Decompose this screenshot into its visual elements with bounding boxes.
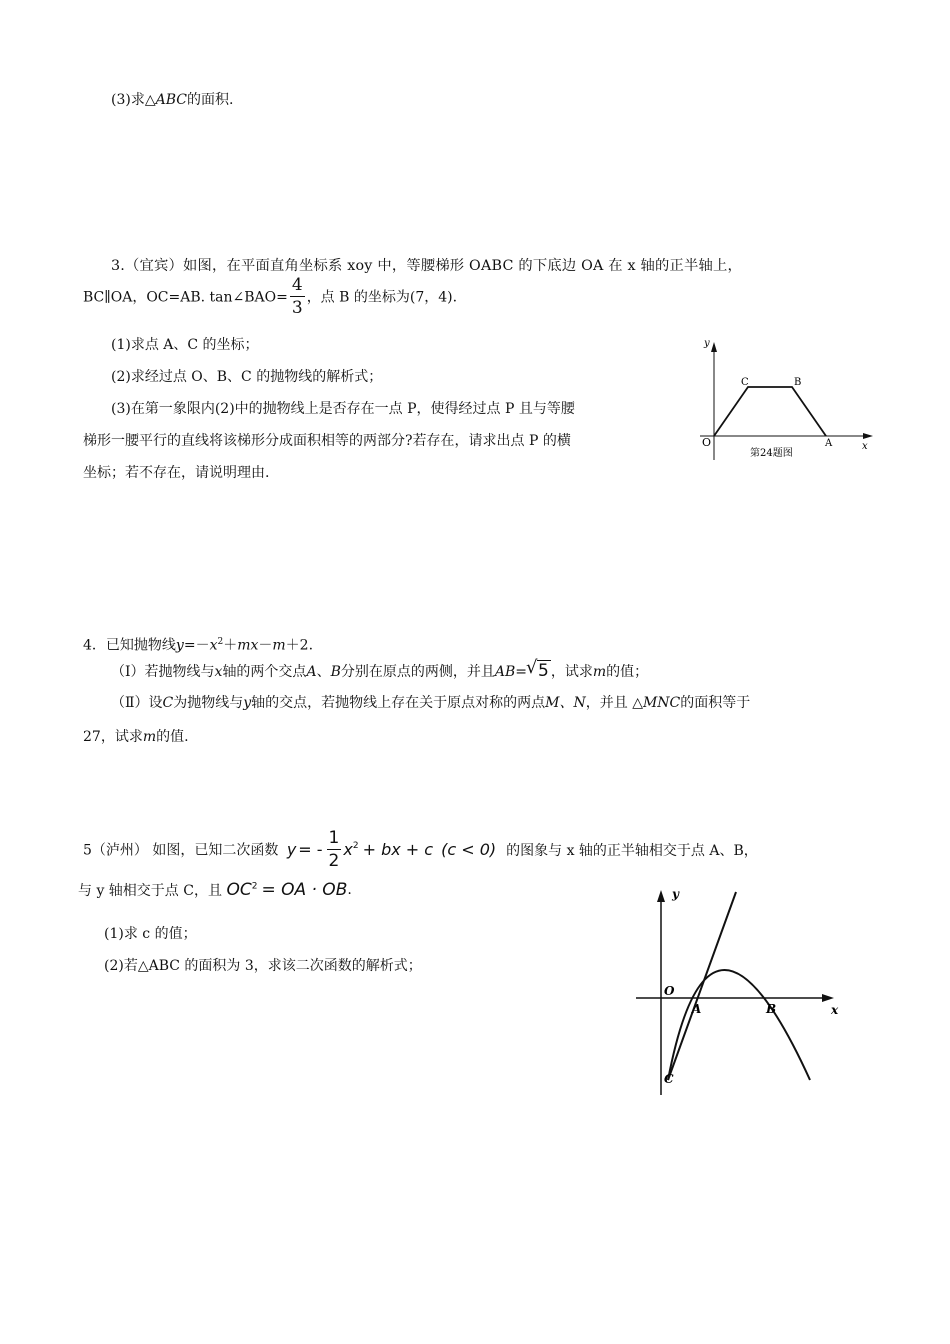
q4-ii-y: y — [243, 695, 252, 711]
q4-i-b: 轴的两个交点 — [222, 664, 307, 680]
q3-y-axis-arrow-icon — [711, 342, 717, 352]
q3-y-label: y — [704, 338, 710, 349]
q3-part2: (2)求经过点 O、B、C 的抛物线的解析式； — [111, 369, 383, 385]
q5-eq-cond: (c < 0) — [441, 840, 497, 859]
q2-part3-var: ABC — [155, 92, 187, 108]
q4-ii-c: 轴的交点，若抛物线上存在关于原点对称的两点 — [251, 695, 546, 711]
q5-eq-den: 2 — [328, 851, 340, 871]
q2-part3 — [111, 90, 233, 110]
q3-label-b: B — [794, 377, 802, 388]
q4-ii-line2b: 的值. — [156, 729, 189, 745]
q5-tail: 的图象与 x 轴的正半轴相交于点 A、B， — [506, 842, 758, 859]
q4-ii-m: m — [142, 729, 157, 745]
q4-lead-text: 4．已知抛物线 — [83, 637, 176, 654]
q4-ii-a: （Ⅱ）设 — [111, 695, 163, 711]
q5-line2-eq: OC — [226, 880, 252, 900]
q5-y-axis-arrow-icon — [657, 890, 665, 902]
q3-tan-num: 4 — [291, 275, 303, 295]
q4-i-A: A — [306, 664, 317, 680]
q2-part3-suffix: 的面积. — [186, 92, 234, 108]
q5-lead — [83, 827, 758, 872]
q3-trapezoid-figure — [690, 330, 880, 465]
q5-line2 — [78, 880, 352, 900]
q4-i-f: ，试求 — [550, 664, 593, 680]
q5-eq-y: y — [286, 840, 297, 859]
q4-eq-mid: =－ — [183, 637, 210, 654]
q5-eq-sup: 2 — [352, 840, 359, 851]
q4-i-AB: AB — [494, 664, 516, 680]
q4-part2 — [111, 693, 750, 713]
q5-eq-rest: + bx + c — [362, 840, 434, 859]
q4-sqrt-5: √ 5 — [537, 660, 551, 681]
q5-label-a: A — [692, 1002, 702, 1016]
q4-eq-end: ＋2. — [285, 637, 314, 654]
q4-ii-d: ，并且 △ — [585, 695, 643, 711]
q4-ii-line2a: 27，试求 — [83, 729, 143, 745]
q5-line-ac — [668, 892, 736, 1080]
q5-x-axis-arrow-icon — [822, 994, 834, 1002]
q3-x-label: x — [862, 441, 868, 452]
q4-eq-x: x — [209, 637, 218, 654]
q5-line2-eq2: = OA · OB — [261, 880, 348, 900]
q4-part1 — [111, 660, 648, 682]
q3-part3-line1: (3)在第一象限内(2)中的抛物线上是否存在一点 P，使得经过点 P 且与等腰 — [111, 401, 575, 417]
q4-ii-MNC: MNC — [642, 695, 681, 711]
q4-i-x: x — [214, 664, 223, 680]
q5-x-label: x — [831, 1003, 839, 1017]
q3-part3-line2: 梯形一腰平行的直线将该梯形分成面积相等的两部分?若存在，请求出点 P 的横 — [83, 433, 571, 449]
q4-ii-b: 为抛物线与 — [173, 695, 244, 711]
q5-line2-end: . — [347, 882, 352, 898]
q3-trapezoid — [714, 387, 826, 436]
q4-eq-plus: ＋ — [223, 637, 238, 654]
q3-line2 — [83, 274, 457, 319]
q4-lead — [83, 632, 313, 656]
q3-label-o: O — [702, 436, 712, 449]
q4-i-c: 、 — [316, 664, 331, 680]
q5-eq-num: 1 — [328, 828, 340, 848]
q5-part2: (2)若△ABC 的面积为 3，求该二次函数的解析式； — [104, 958, 422, 974]
q4-i-d: 分别在原点的两侧，并且 — [340, 664, 495, 680]
q3-tan-den: 3 — [291, 298, 303, 318]
q3-x-axis-arrow-icon — [863, 433, 873, 439]
q5-eq-x: x — [343, 840, 353, 859]
q4-eq-sup: 2 — [217, 637, 224, 647]
q4-i-g: 的值； — [606, 664, 649, 680]
q4-ii-C: C — [162, 695, 174, 711]
q3-line2-b: ，点 B 的坐标为(7，4). — [306, 289, 458, 306]
q4-ii-MN: M、N — [545, 695, 586, 711]
q3-line2-a: BC∥OA，OC=AB. tan∠BAO= — [83, 289, 288, 306]
q3-tan-fraction — [290, 274, 305, 319]
q3-part3-line3: 坐标；若不存在，请说明理由. — [83, 465, 270, 481]
q5-part1: (1)求 c 的值； — [104, 926, 197, 942]
q4-part2-line2 — [83, 727, 189, 747]
q3-lead: 3.（宜宾）如图，在平面直角坐标系 xoy 中，等腰梯形 OABC 的下底边 OA 在 x 轴的正半轴上， — [111, 258, 743, 274]
q5-parabola-figure — [630, 880, 850, 1100]
q4-ii-e: 的面积等于 — [680, 695, 751, 711]
q4-i-e: = — [515, 664, 527, 680]
q4-eq-mx: mx — [237, 637, 259, 654]
q4-eq-m: m — [272, 637, 286, 654]
q4-i-B: B — [330, 664, 341, 680]
q4-i-m: m — [592, 664, 607, 680]
q3-figure-caption: 第24题图 — [750, 448, 793, 459]
q4-eq-y: y — [175, 637, 184, 654]
q4-i-a: （Ⅰ）若抛物线与 — [111, 664, 215, 680]
q5-lead-text: 5（泸州） 如图，已知二次函数 — [83, 842, 279, 859]
q3-part1: (1)求点 A、C 的坐标； — [111, 337, 259, 353]
q5-fraction — [327, 827, 342, 872]
q5-parabola — [668, 970, 810, 1080]
q3-label-a: A — [825, 438, 833, 449]
q2-part3-prefix: (3)求△ — [111, 92, 156, 108]
q5-line2-a: 与 y 轴相交于点 C，且 — [78, 883, 222, 899]
q4-eq-minus: － — [258, 637, 273, 654]
q5-label-o: O — [664, 984, 675, 998]
q5-line2-sup: 2 — [251, 881, 258, 892]
q5-eq-eq: = - — [298, 840, 323, 859]
q3-label-c: C — [741, 377, 749, 388]
q5-y-label: y — [672, 887, 679, 901]
q5-label-c: C — [664, 1072, 674, 1086]
q5-label-b: B — [766, 1002, 777, 1016]
